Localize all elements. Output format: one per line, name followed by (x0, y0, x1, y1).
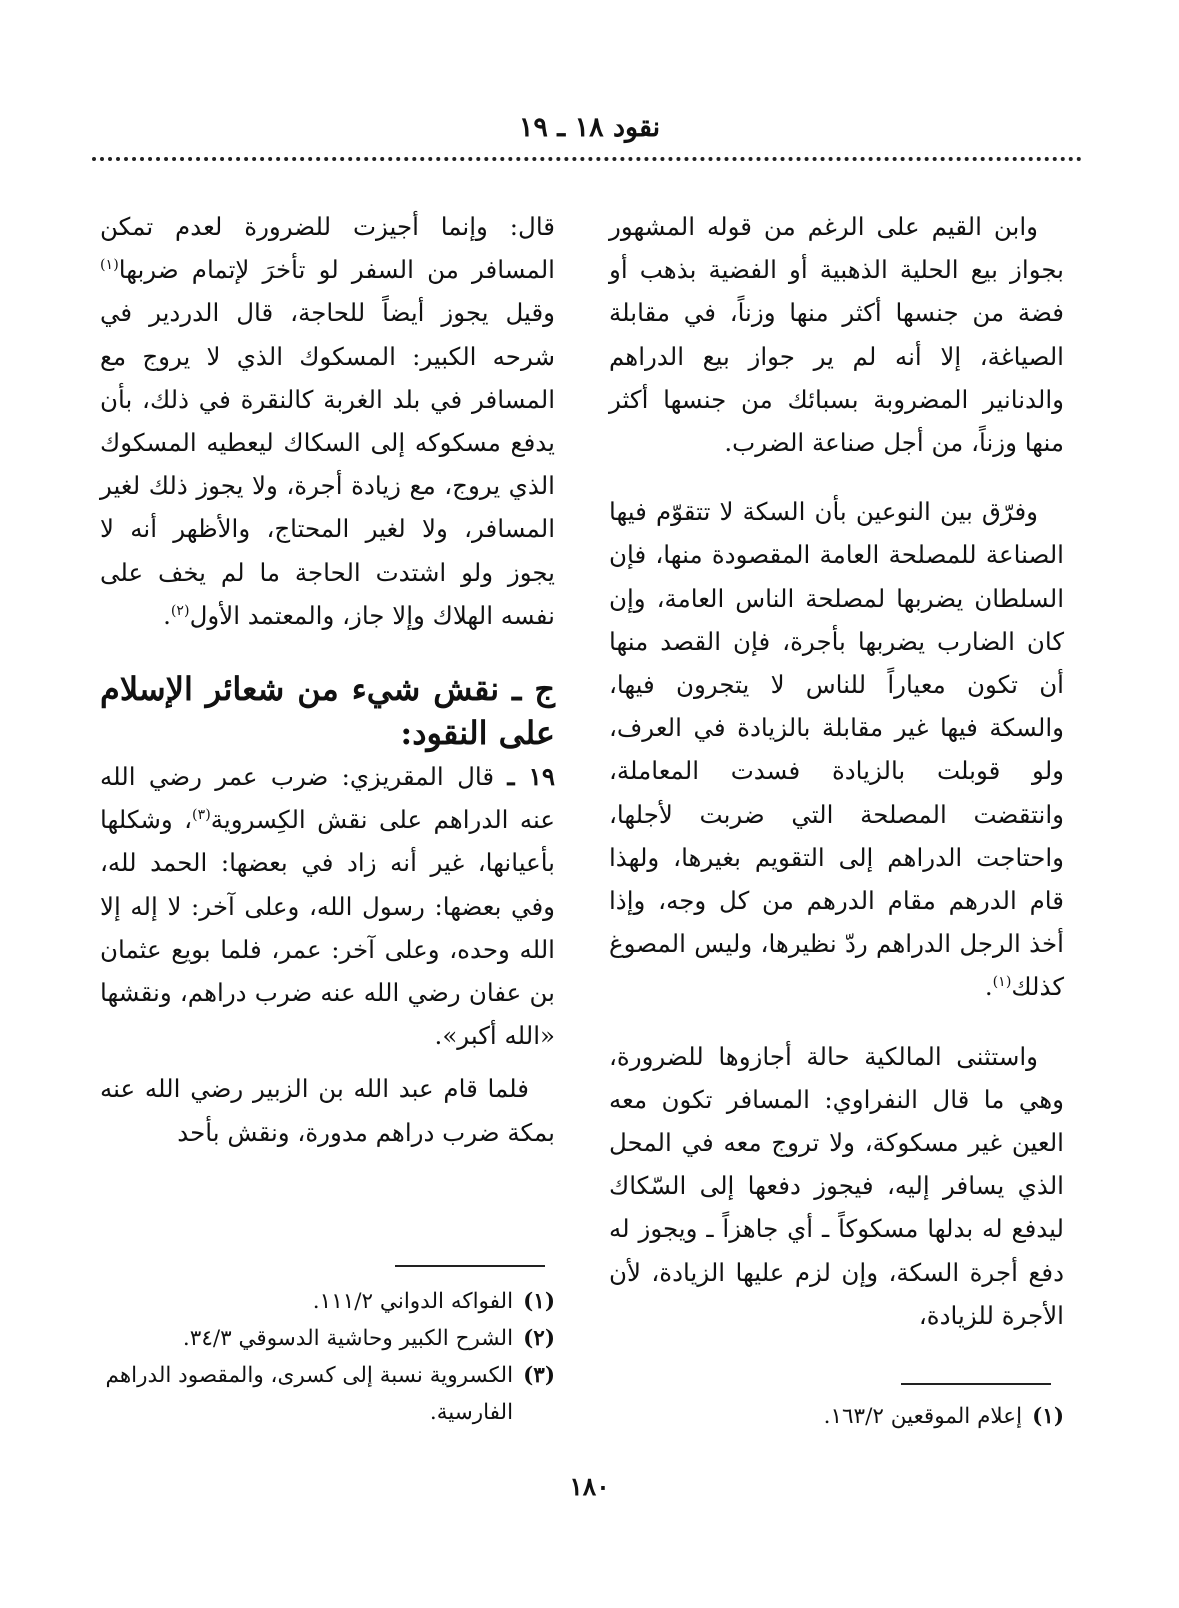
footnote-text: الشرح الكبير وحاشية الدسوقي ٣٤/٣. (182, 1326, 514, 1351)
right-paragraph-3: واستثنى المالكية حالة أجازوها للضرورة، وهي ما قال النفراوي: المسافر تكون معه العين غير مسكوكة، ولا تروج معه في المحل الذي يسافر إليه، فيجوز دفعها إلى السّكاك ليدفع له بدلها مسكوكاً ـ أي جاهزاً ـ ويجوز له دفع أجرة السكة، وإن لزم عليها الزيادة، لأن الأجرة للزيادة، (609, 1041, 1064, 1330)
footnote-ref: (١) (992, 974, 1012, 991)
right-column (609, 205, 1064, 1337)
section-number: ١٩ ـ (507, 762, 555, 792)
footnote-text: إعلام الموقعين ١٦٣/٢. (823, 1404, 1023, 1429)
footnote-number: (٣) (523, 1363, 555, 1388)
running-header: نقود ١٨ ـ ١٩ (518, 112, 661, 143)
left-footnotes (100, 1283, 555, 1431)
footnote-text: الكسروية نسبة إلى كسرى، والمقصود الدراهم الفارسية. (105, 1363, 514, 1425)
footnote-number: (٢) (523, 1326, 555, 1351)
footnote-item (100, 1283, 555, 1320)
left-paragraph-1 (100, 205, 555, 637)
right-paragraph-2-end: . (984, 972, 993, 1002)
left-paragraph-3: فلما قام عبد الله بن الزبير رضي الله عنه بمكة ضرب دراهم مدورة، ونقش بأحد (100, 1074, 555, 1147)
footnote-ref: (٣) (192, 807, 211, 824)
footnote-item (100, 1320, 555, 1357)
page-number: ١٨٠ (569, 1472, 610, 1501)
left-column (100, 205, 555, 1154)
left-footnote-rule (395, 1265, 545, 1267)
left-paragraph-1-end: . (163, 600, 171, 630)
left-paragraph-2 (100, 755, 555, 1057)
footnote-item (100, 1357, 555, 1431)
left-paragraph-2-text-b: ، وشكلها بأعيانها، غير أنه زاد في بعضها: الحمد لله، وفي بعضها: رسول الله، وعلى آخر: لا إله إلا الله وحده، وعلى آخر: عمر، فلما بويع عثمان بن عفان رضي الله عنه ضرب دراهم، ونقشها «الله أكبر». (100, 805, 555, 1051)
footnote-number: (١) (523, 1289, 555, 1314)
right-paragraph-1: وابن القيم على الرغم من قوله المشهور بجواز بيع الحلية الذهبية أو الفضية بذهب أو فضة من جنسها أكثر منها وزناً، في مقابلة الصياغة، إلا أنه لم ير جواز بيع الدراهم والدنانير المضروبة بسبائك من جنسها أكثر منها وزناً، من أجل صناعة الضرب. (609, 212, 1064, 458)
footnote-item (609, 1398, 1064, 1435)
header-dotted-rule (92, 157, 1082, 161)
footnote-ref: (١) (100, 257, 119, 274)
left-paragraph-2-text-a: قال المقريزي: ضرب عمر رضي الله عنه الدراهم على نقش الكِسروية (100, 762, 555, 835)
left-paragraph-1-text-b: وقيل يجوز أيضاً للحاجة، قال الدردير في شرحه الكبير: المسكوك الذي لا يروج مع المسافر في بلد الغربة كالنقرة في ذلك، بأن يدفع مسكوكه إلى السكاك ليعطيه المسكوك الذي يروج، مع زيادة أجرة، ولا يجوز ذلك لغير المسافر، ولا لغير المحتاج، والأظهر أنه لا يجوز ولو اشتدت الحاجة ما لم يخف على نفسه الهلاك وإلا جاز، والمعتمد الأول (100, 298, 555, 630)
right-footnote-rule (901, 1383, 1051, 1385)
left-paragraph-1-text-a: قال: وإنما أجيزت للضرورة لعدم تمكن المسافر من السفر لو تأخرَ لإتمام ضربها (100, 212, 555, 285)
footnote-number: (١) (1032, 1404, 1064, 1429)
footnote-ref: (٢) (170, 602, 190, 619)
right-footnotes (609, 1398, 1064, 1435)
right-paragraph-2 (609, 490, 1064, 1008)
right-paragraph-2-text: وفرّق بين النوعين بأن السكة لا تتقوّم فيها الصناعة للمصلحة العامة المقصودة منها، فإن السلطان يضربها لمصلحة الناس العامة، وإن كان الضارب يضربها بأجرة، فإن القصد منها أن تكون معياراً للناس لا يتجرون فيها، والسكة فيها غير مقابلة بالزيادة في العرف، ولو قوبلت بالزيادة فسدت المعاملة، وانتقضت المصلحة التي ضربت لأجلها، واحتاجت الدراهم إلى التقويم بغيرها، ولهذا قام الدرهم مقام الدرهم من كل وجه، وإذا أخذ الرجل الدراهم ردّ نظيرها، وليس المصوغ كذلك (609, 497, 1064, 1002)
footnote-text: الفواكه الدواني ١١١/٢. (312, 1289, 514, 1314)
section-heading: ج ـ نقش شيء من شعائر الإسلام على النقود: (100, 670, 555, 753)
